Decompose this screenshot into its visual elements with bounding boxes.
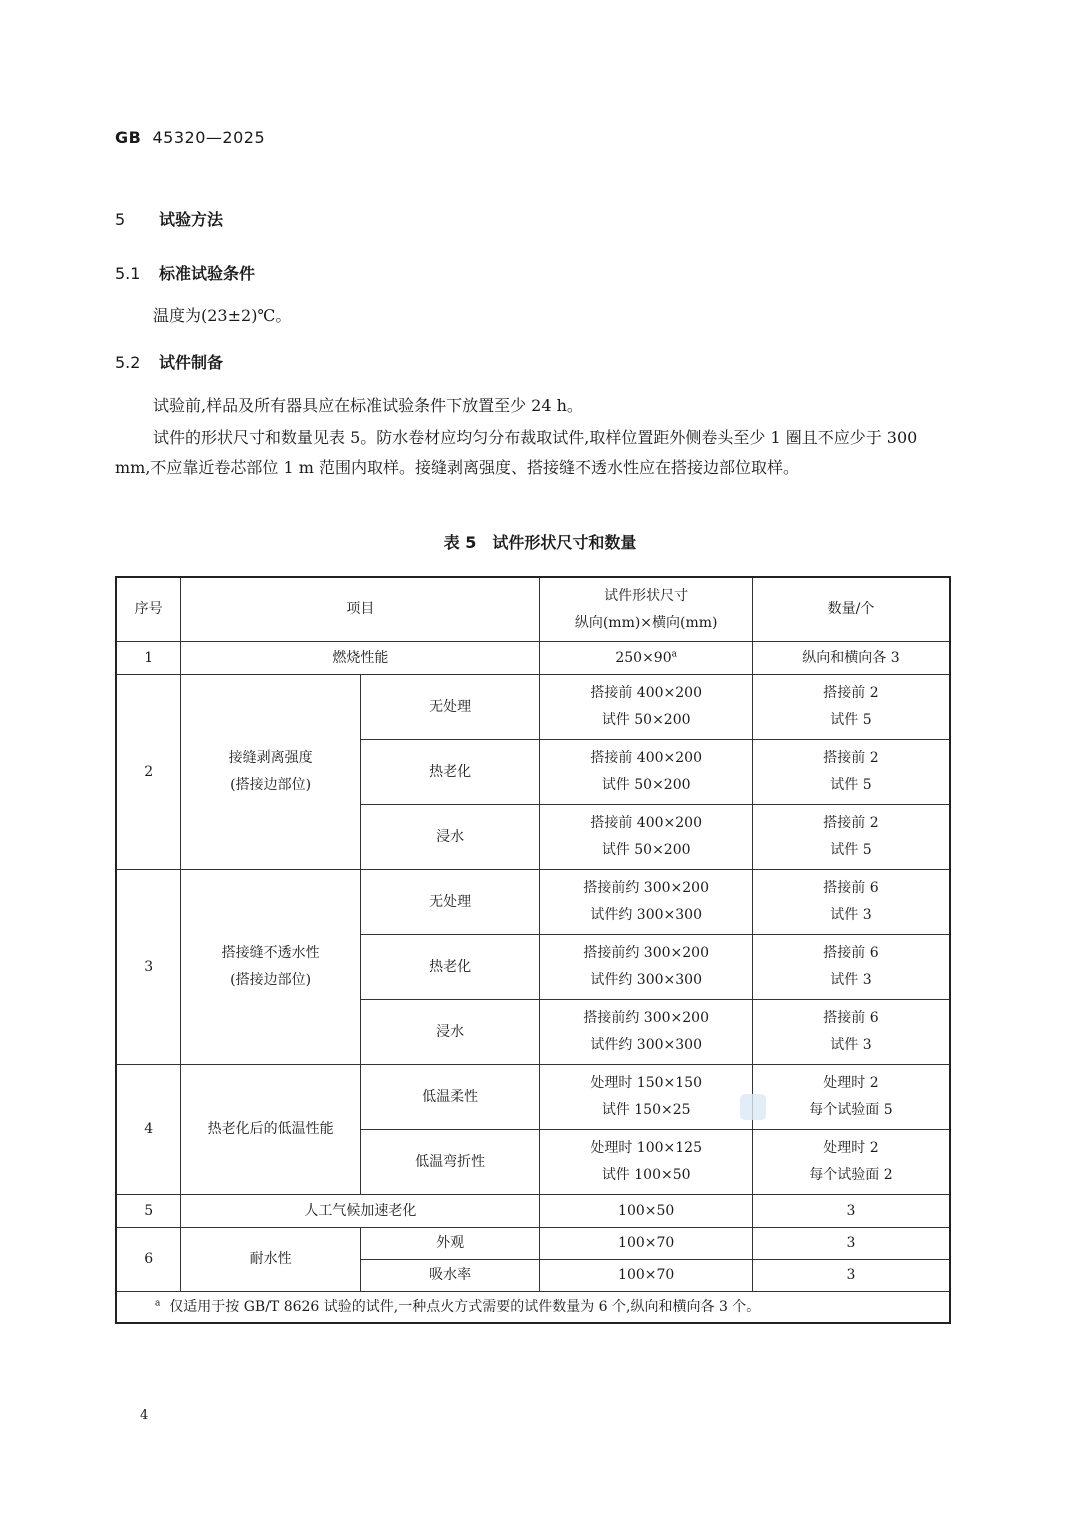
size-line1: 搭接前 400×200 bbox=[590, 750, 702, 766]
standard-prefix: GB bbox=[115, 128, 142, 147]
item-line2: (搭接边部位) bbox=[230, 777, 312, 793]
sub-item: 无处理 bbox=[360, 675, 540, 740]
qty-line1: 处理时 2 bbox=[823, 1075, 879, 1091]
table-row bbox=[116, 1195, 950, 1228]
table-row bbox=[116, 1228, 950, 1260]
qty-line2: 试件 3 bbox=[830, 1037, 872, 1053]
table-header-row bbox=[116, 577, 950, 642]
row-qty: 3 bbox=[752, 1195, 950, 1228]
size-line1: 搭接前约 300×200 bbox=[583, 945, 709, 961]
row-size: 100×50 bbox=[540, 1195, 753, 1228]
row-item bbox=[181, 870, 361, 1065]
qty-line1: 搭接前 6 bbox=[823, 945, 879, 961]
section-title: 试验方法 bbox=[159, 210, 224, 229]
row-qty bbox=[752, 870, 950, 935]
size-line1: 处理时 100×125 bbox=[590, 1140, 702, 1156]
qty-line2: 试件 5 bbox=[830, 842, 872, 858]
row-qty: 纵向和横向各 3 bbox=[752, 642, 950, 675]
row-seq: 5 bbox=[116, 1195, 181, 1228]
size-line1: 搭接前 400×200 bbox=[590, 815, 702, 831]
row-size bbox=[540, 642, 753, 675]
qty-line1: 搭接前 2 bbox=[823, 750, 879, 766]
table-row bbox=[116, 675, 950, 740]
qty-line1: 搭接前 6 bbox=[823, 1010, 879, 1026]
qty-line1: 搭接前 6 bbox=[823, 880, 879, 896]
header-size bbox=[540, 577, 753, 642]
row-qty bbox=[752, 1000, 950, 1065]
row-qty bbox=[752, 1065, 950, 1130]
footnote-mark: a bbox=[155, 1297, 161, 1308]
row-item bbox=[181, 675, 361, 870]
header-size-line1: 试件形状尺寸 bbox=[604, 587, 689, 604]
row-item: 热老化后的低温性能 bbox=[181, 1065, 361, 1195]
sub-item: 浸水 bbox=[360, 805, 540, 870]
qty-line2: 每个试验面 5 bbox=[809, 1102, 893, 1118]
row-size bbox=[540, 740, 753, 805]
sub-item: 低温柔性 bbox=[360, 1065, 540, 1130]
item-line2: (搭接边部位) bbox=[230, 972, 312, 988]
row-size bbox=[540, 675, 753, 740]
row-qty bbox=[752, 740, 950, 805]
section-5-2-para2: 试件的形状尺寸和数量见表 5。防水卷材应均匀分布裁取试件,取样位置距外侧卷头至少 1 圈且不应少于 300 mm,不应靠近卷芯部位 1 m 范围内取样。接缝剥离强度、搭接缝不透水性应在搭接边部位取样。 bbox=[115, 428, 918, 477]
header-seq: 序号 bbox=[116, 577, 181, 642]
size-line1: 搭接前 400×200 bbox=[590, 685, 702, 701]
footnote-mark: a bbox=[671, 648, 677, 659]
size-line1: 搭接前约 300×200 bbox=[583, 880, 709, 896]
size-line2: 试件 100×50 bbox=[601, 1167, 691, 1183]
qty-line2: 试件 5 bbox=[830, 777, 872, 793]
table-row bbox=[116, 642, 950, 675]
size-line2: 试件约 300×300 bbox=[590, 972, 702, 988]
item-line1: 搭接缝不透水性 bbox=[221, 945, 320, 961]
section-5-2-para1: 试验前,样品及所有器具应在标准试验条件下放置至少 24 h。 bbox=[153, 396, 583, 415]
header-size-line2: 纵向(mm)×横向(mm) bbox=[574, 614, 718, 631]
header-qty: 数量/个 bbox=[752, 577, 950, 642]
row-item: 燃烧性能 bbox=[181, 642, 540, 675]
sub-item: 热老化 bbox=[360, 935, 540, 1000]
header-item: 项目 bbox=[181, 577, 540, 642]
footnote-text: 仅适用于按 GB/T 8626 试验的试件,一种点火方式需要的试件数量为 6 个,纵向和横向各 3 个。 bbox=[169, 1298, 761, 1315]
row-qty bbox=[752, 1130, 950, 1195]
qty-line2: 试件 3 bbox=[830, 907, 872, 923]
sub-item: 热老化 bbox=[360, 740, 540, 805]
item-line1: 接缝剥离强度 bbox=[228, 750, 313, 766]
size-line2: 试件 150×25 bbox=[601, 1102, 691, 1118]
row-size bbox=[540, 805, 753, 870]
row-seq: 2 bbox=[116, 675, 181, 870]
standard-number: 45320—2025 bbox=[152, 128, 266, 147]
row-qty bbox=[752, 935, 950, 1000]
size-line1: 搭接前约 300×200 bbox=[583, 1010, 709, 1026]
row-seq: 3 bbox=[116, 870, 181, 1065]
qty-line1: 搭接前 2 bbox=[823, 815, 879, 831]
section-5-2-heading bbox=[115, 350, 223, 373]
section-5-1-text: 温度为(23±2)℃。 bbox=[153, 306, 292, 325]
page-number: 4 bbox=[140, 1408, 149, 1423]
row-size bbox=[540, 870, 753, 935]
table-caption-title: 试件形状尺寸和数量 bbox=[492, 533, 637, 552]
size-value: 250×90 bbox=[615, 649, 672, 666]
section-title: 标准试验条件 bbox=[159, 264, 256, 283]
row-size bbox=[540, 1065, 753, 1130]
section-number: 5.1 bbox=[115, 264, 141, 283]
row-size: 100×70 bbox=[540, 1260, 753, 1292]
row-size bbox=[540, 1000, 753, 1065]
row-item: 耐水性 bbox=[181, 1228, 361, 1292]
qty-line1: 处理时 2 bbox=[823, 1140, 879, 1156]
section-5-heading bbox=[115, 207, 223, 230]
row-qty: 3 bbox=[752, 1260, 950, 1292]
section-5-1-heading bbox=[115, 261, 255, 284]
table-row bbox=[116, 870, 950, 935]
size-line2: 试件约 300×300 bbox=[590, 1037, 702, 1053]
table-caption-number: 表 5 bbox=[443, 533, 477, 552]
row-seq: 4 bbox=[116, 1065, 181, 1195]
table-note-row bbox=[116, 1292, 950, 1324]
sub-item: 外观 bbox=[360, 1228, 540, 1260]
section-title: 试件制备 bbox=[159, 353, 224, 372]
sub-item: 吸水率 bbox=[360, 1260, 540, 1292]
sub-item: 无处理 bbox=[360, 870, 540, 935]
row-seq: 6 bbox=[116, 1228, 181, 1292]
size-line2: 试件约 300×300 bbox=[590, 907, 702, 923]
row-qty: 3 bbox=[752, 1228, 950, 1260]
specimen-table bbox=[115, 576, 951, 1324]
watermark-logo bbox=[740, 1094, 766, 1120]
row-item: 人工气候加速老化 bbox=[181, 1195, 540, 1228]
qty-line2: 试件 3 bbox=[830, 972, 872, 988]
size-line2: 试件 50×200 bbox=[601, 777, 691, 793]
table-row bbox=[116, 1065, 950, 1130]
qty-line1: 搭接前 2 bbox=[823, 685, 879, 701]
size-line2: 试件 50×200 bbox=[601, 842, 691, 858]
section-number: 5 bbox=[115, 210, 126, 229]
table-footnote bbox=[116, 1292, 950, 1324]
row-qty bbox=[752, 675, 950, 740]
size-line1: 处理时 150×150 bbox=[590, 1075, 702, 1091]
document-header bbox=[115, 128, 265, 147]
size-line2: 试件 50×200 bbox=[601, 712, 691, 728]
sub-item: 浸水 bbox=[360, 1000, 540, 1065]
row-size bbox=[540, 1130, 753, 1195]
section-number: 5.2 bbox=[115, 353, 141, 372]
qty-line2: 试件 5 bbox=[830, 712, 872, 728]
row-size: 100×70 bbox=[540, 1228, 753, 1260]
row-qty bbox=[752, 805, 950, 870]
table-caption bbox=[0, 530, 1080, 553]
row-size bbox=[540, 935, 753, 1000]
row-seq: 1 bbox=[116, 642, 181, 675]
sub-item: 低温弯折性 bbox=[360, 1130, 540, 1195]
qty-line2: 每个试验面 2 bbox=[809, 1167, 893, 1183]
